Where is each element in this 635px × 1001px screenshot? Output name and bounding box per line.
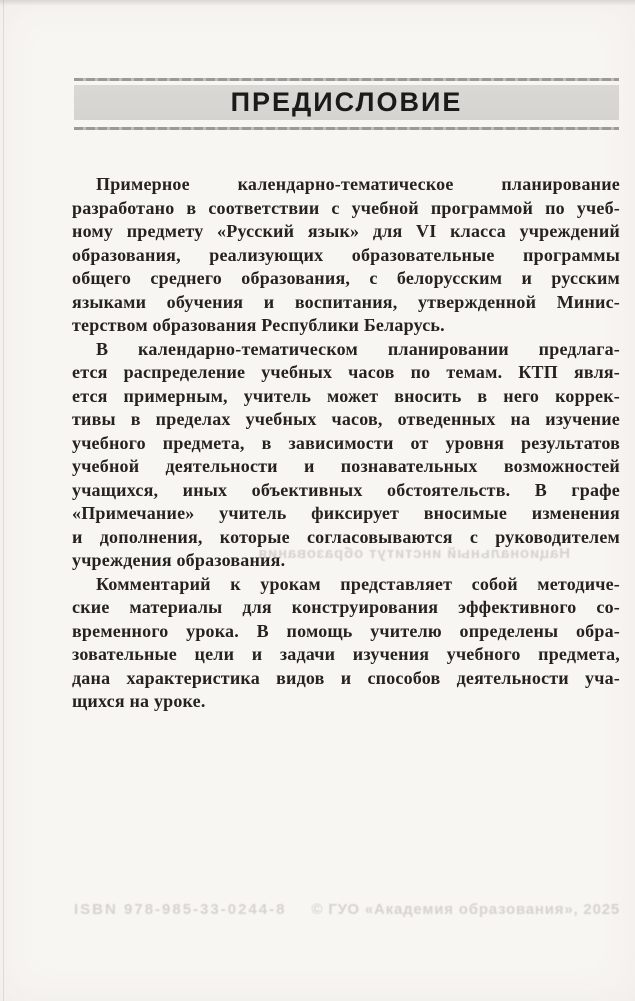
text-line: тивы в пределах учебных часов, отведенных на изучение [72,409,620,429]
heading-bar [74,85,619,120]
imprint-row [74,901,620,918]
preface-body-text [72,173,620,714]
text-line: учащихся, иных объективных обстоятельств. В графе [72,479,620,500]
text-line: образования, реализующих образовательные программы [72,244,620,265]
page-title: ПРЕДИСЛОВИЕ [230,87,463,117]
scan-edge-top [0,0,635,6]
text-line: Примерное календарно-тематическое планирование [96,174,620,194]
text-line: ские материалы для конструирования эффективного со- [72,597,620,617]
text-line: учреждения образования. [72,550,286,570]
text-line: ется распределение учебных часов по темам. КТП явля- [72,362,620,382]
ghost-showthrough-imprint: Национальный институт образования [257,545,570,562]
text-line: учебной деятельности и познавательных возможностей [72,456,620,476]
text-line: терством образования Республики Беларусь. [72,315,445,335]
paragraph [72,338,620,573]
text-line: дана характеристика видов и способов деятельности уча- [72,667,620,688]
preface-heading-block [74,78,619,130]
text-line: и дополнения, которые согласовываются с руководителем [72,526,620,547]
scan-edge-left [3,0,4,1001]
text-line: зовательные цели и задачи изучения учебного предмета, [72,644,620,664]
text-line: разработано в соответствии с учебной программой по учеб- [72,197,620,218]
text-line: общего среднего образования, с белорусским и русским [72,268,620,288]
text-line: «Примечание» учитель фиксирует вносимые изменения [72,503,620,523]
text-line: учебного предмета, в зависимости от уровня результатов [72,432,620,453]
heading-rule-top [74,78,619,81]
text-line: щихся на уроке. [72,691,206,711]
paragraph [72,173,620,338]
text-line: В календарно-тематическом планировании предлага- [96,338,620,359]
text-line: Комментарий к урокам представляет собой методиче- [96,573,620,594]
paragraph [72,573,620,714]
text-line: ется примерным, учитель может вносить в него коррек- [72,385,620,406]
isbn-text: ISBN 978-985-33-0244-8 [74,901,287,918]
text-line: языками обучения и воспитания, утвержденной Минис- [72,291,620,312]
text-line: временного урока. В помощь учителю определены обра- [72,620,620,641]
heading-rule-bottom [74,127,619,130]
text-line: ному предмету «Русский язык» для VI класса учреждений [72,221,620,241]
copyright-text: © ГУО «Академия образования», 2025 [311,901,620,918]
